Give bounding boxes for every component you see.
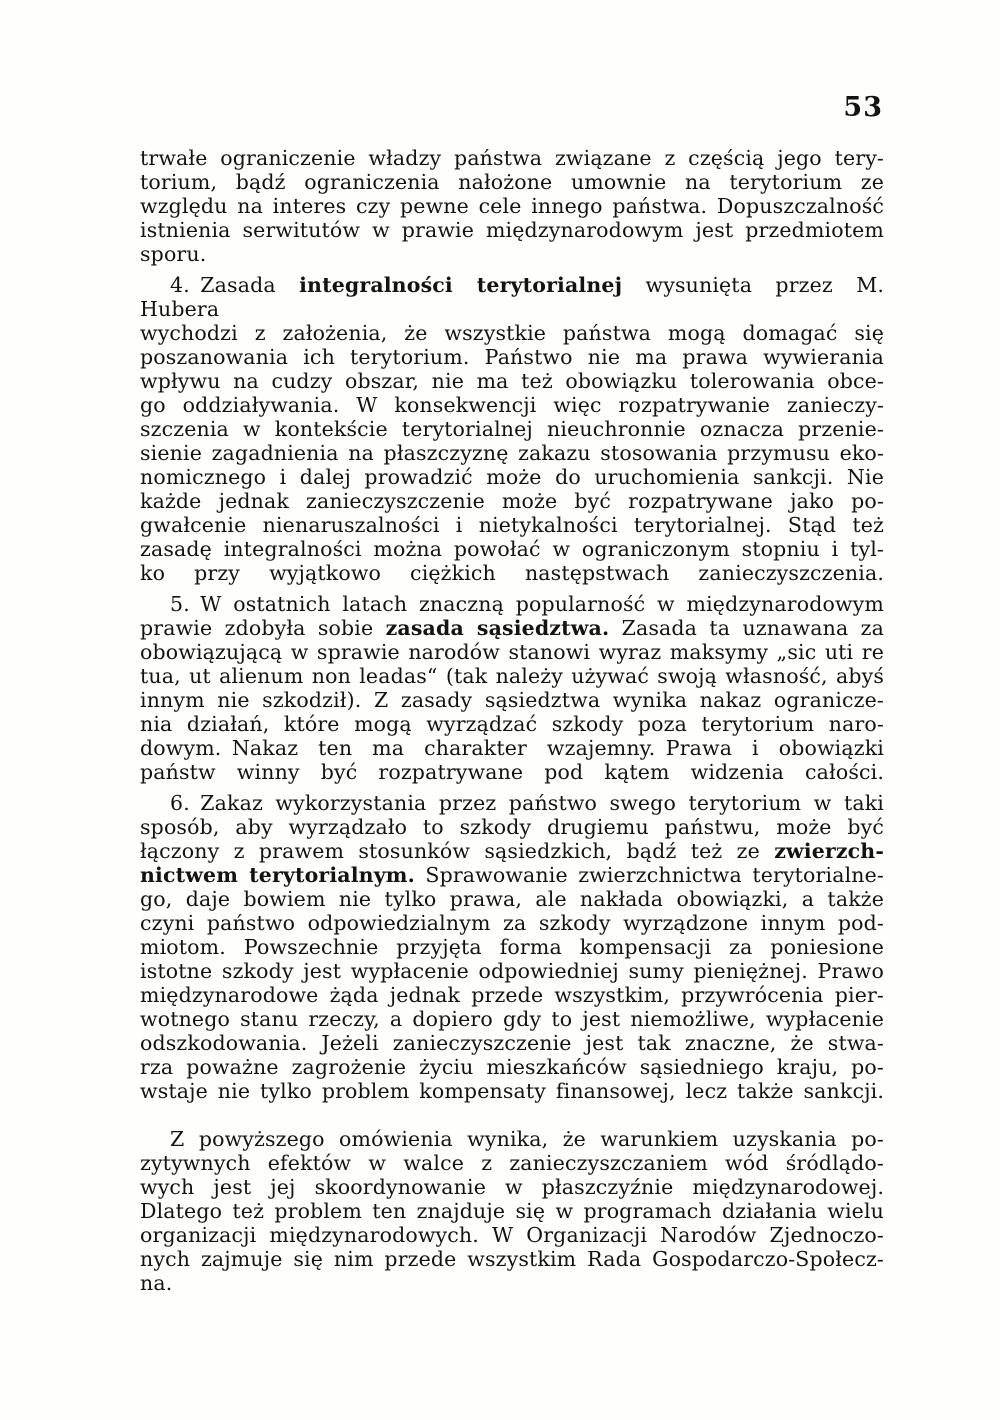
text-run: nomicznego i dalej prowadzić może do uruchomienia sankcji. Nie <box>140 465 884 489</box>
text-line <box>140 273 884 321</box>
text-line <box>140 218 884 242</box>
text-line <box>140 537 884 561</box>
page-number: 53 <box>843 92 883 123</box>
text-run: poszanowania ich terytorium. Państwo nie ma prawa wywierania <box>140 345 884 369</box>
text-run: tua, ut alienum non leadas“ (tak należy używać swoją własność, abyś <box>140 664 884 688</box>
text-run: czyni państwo odpowiedzialnym za szkody wyrządzone innym pod- <box>140 911 884 935</box>
text-line <box>140 194 884 218</box>
text-line <box>140 513 884 537</box>
text-line <box>140 616 884 640</box>
text-run: szczenia w kontekście terytorialnej nieuchronnie oznacza przenie- <box>140 417 884 441</box>
text-run: ko przy wyjątkowo ciężkich następstwach zanieczyszczenia. <box>140 561 884 585</box>
text-run: względu na interes czy pewne cele innego państwa. Dopuszczalność <box>140 194 884 218</box>
text-line <box>140 712 884 736</box>
text-line <box>140 1199 884 1223</box>
text-run: prawie zdobyła sobie <box>140 616 386 640</box>
text-run: sienie zagadnienia na płaszczyznę zakazu stosowania przymusu eko- <box>140 441 884 465</box>
text-run: rza poważne zagrożenie życiu mieszkańców sąsiedniego kraju, po- <box>140 1055 884 1079</box>
text-run: Z powyższego omówienia wynika, że warunkiem uzyskania po- <box>170 1127 884 1151</box>
text-line <box>140 664 884 688</box>
text-line <box>140 417 884 441</box>
text-run: Zasada ta uznawana za <box>609 616 884 640</box>
text-run: istotne szkody jest wypłacenie odpowiedniej sumy pieniężnej. Prawo <box>140 959 884 983</box>
text-line <box>140 1175 884 1199</box>
text-run: sposób, aby wyrządzało to szkody drugiemu państwu, może być <box>140 815 884 839</box>
text-line <box>140 465 884 489</box>
text-line <box>140 1007 884 1031</box>
text-line <box>140 736 884 760</box>
text-run: trwałe ograniczenie władzy państwa związane z częścią jego tery- <box>140 146 884 170</box>
text-run: zytywnych efektów w walce z zanieczyszczaniem wód śródlądo- <box>140 1151 884 1175</box>
text-run: miotom. Powszechnie przyjęta forma kompensacji za poniesione <box>140 935 884 959</box>
text-run: 6. Zakaz wykorzystania przez państwo swego terytorium w taki <box>170 791 884 815</box>
text-line <box>140 1031 884 1055</box>
text-line <box>140 863 884 887</box>
bold-text-run: zasada sąsiedztwa. <box>385 616 610 640</box>
text-run: wychodzi z założenia, że wszystkie państwa mogą domagać się <box>140 321 884 345</box>
text-run: go, daje bowiem nie tylko prawa, ale nakłada obowiązki, a także <box>140 887 884 911</box>
text-run: każde jednak zanieczyszczenie może być rozpatrywane jako po- <box>140 489 884 513</box>
text-run: nych zajmuje się nim przede wszystkim Rada Gospodarczo-Społecz- <box>140 1247 884 1271</box>
text-line <box>140 1055 884 1079</box>
text-run: zasadę integralności można powołać w ograniczonym stopniu i tyl- <box>140 537 884 561</box>
text-run: 5. W ostatnich latach znaczną popularność w międzynarodowym <box>170 592 884 616</box>
text-line <box>140 983 884 1007</box>
bold-text-run: zwierzch- <box>774 839 884 863</box>
text-line <box>140 1151 884 1175</box>
text-line <box>140 815 884 839</box>
bold-text-run: nictwem terytorialnym. <box>140 863 415 887</box>
text-line <box>140 489 884 513</box>
text-run: torium, bądź ograniczenia nałożone umownie na terytorium ze <box>140 170 884 194</box>
text-run: wstaje nie tylko problem kompensaty finansowej, lecz także sankcji. <box>140 1079 884 1103</box>
text-line <box>140 760 884 784</box>
text-line <box>140 1247 884 1271</box>
text-run: dowym. Nakaz ten ma charakter wzajemny. Prawa i obowiązki <box>140 736 884 760</box>
text-line <box>140 1079 884 1103</box>
text-line <box>140 393 884 417</box>
text-line <box>140 345 884 369</box>
text-line <box>140 1127 884 1151</box>
text-line <box>140 170 884 194</box>
text-run: gwałcenie nienaruszalności i nietykalności terytorialnej. Stąd też <box>140 513 884 537</box>
text-line <box>140 441 884 465</box>
text-run: odszkodowania. Jeżeli zanieczyszczenie jest tak znaczne, że stwa- <box>140 1031 884 1055</box>
paragraph <box>140 273 884 585</box>
text-line <box>140 592 884 616</box>
text-run: na. <box>140 1271 173 1295</box>
text-run: łączony z prawem stosunków sąsiedzkich, bądź też ze <box>140 839 775 863</box>
paragraph <box>140 1127 884 1295</box>
text-line <box>140 640 884 664</box>
text-line <box>140 1271 884 1295</box>
text-run: państw winny być rozpatrywane pod kątem widzenia całości. <box>140 760 884 784</box>
text-line <box>140 1223 884 1247</box>
text-run: wysunięta przez M. Hubera <box>140 273 885 321</box>
text-run: nia działań, które mogą wyrządzać szkody poza terytorium naro- <box>140 712 884 736</box>
text-run: Sprawowanie zwierzchnictwa terytorialne- <box>414 863 884 887</box>
text-line <box>140 146 884 170</box>
text-line <box>140 959 884 983</box>
text-line <box>140 561 884 585</box>
text-run: wotnego stanu rzeczy, a dopiero gdy to jest niemożliwe, wypłacenie <box>140 1007 884 1031</box>
text-line <box>140 369 884 393</box>
paragraph <box>140 791 884 1103</box>
text-run: obowiązującą w sprawie narodów stanowi wyraz maksymy „sic uti re <box>140 640 884 664</box>
paragraph <box>140 146 884 266</box>
text-line <box>140 887 884 911</box>
text-line <box>140 911 884 935</box>
text-run: sporu. <box>140 242 207 266</box>
text-line <box>140 791 884 815</box>
text-line <box>140 242 884 266</box>
text-line <box>140 935 884 959</box>
bold-text-run: integralności terytorialnej <box>299 273 623 297</box>
text-line <box>140 839 884 863</box>
text-run: międzynarodowe żąda jednak przede wszystkim, przywrócenia pier- <box>140 983 884 1007</box>
text-run: go oddziaływania. W konsekwencji więc rozpatrywanie zanieczy- <box>140 393 884 417</box>
text-block <box>140 146 884 1295</box>
text-run: wych jest jej skoordynowanie w płaszczyźnie międzynarodowej. <box>140 1175 884 1199</box>
text-line <box>140 688 884 712</box>
paragraph <box>140 592 884 784</box>
text-run: organizacji międzynarodowych. W Organizacji Narodów Zjednoczo- <box>140 1223 884 1247</box>
text-run: innym nie szkodził). Z zasady sąsiedztwa wynika nakaz ogranicze- <box>140 688 884 712</box>
text-run: wpływu na cudzy obszar, nie ma też obowiązku tolerowania obce- <box>140 369 884 393</box>
text-run: istnienia serwitutów w prawie międzynarodowym jest przedmiotem <box>140 218 884 242</box>
text-run: 4. Zasada <box>170 273 300 297</box>
text-run: Dlatego też problem ten znajduje się w programach działania wielu <box>140 1199 884 1223</box>
text-line <box>140 321 884 345</box>
